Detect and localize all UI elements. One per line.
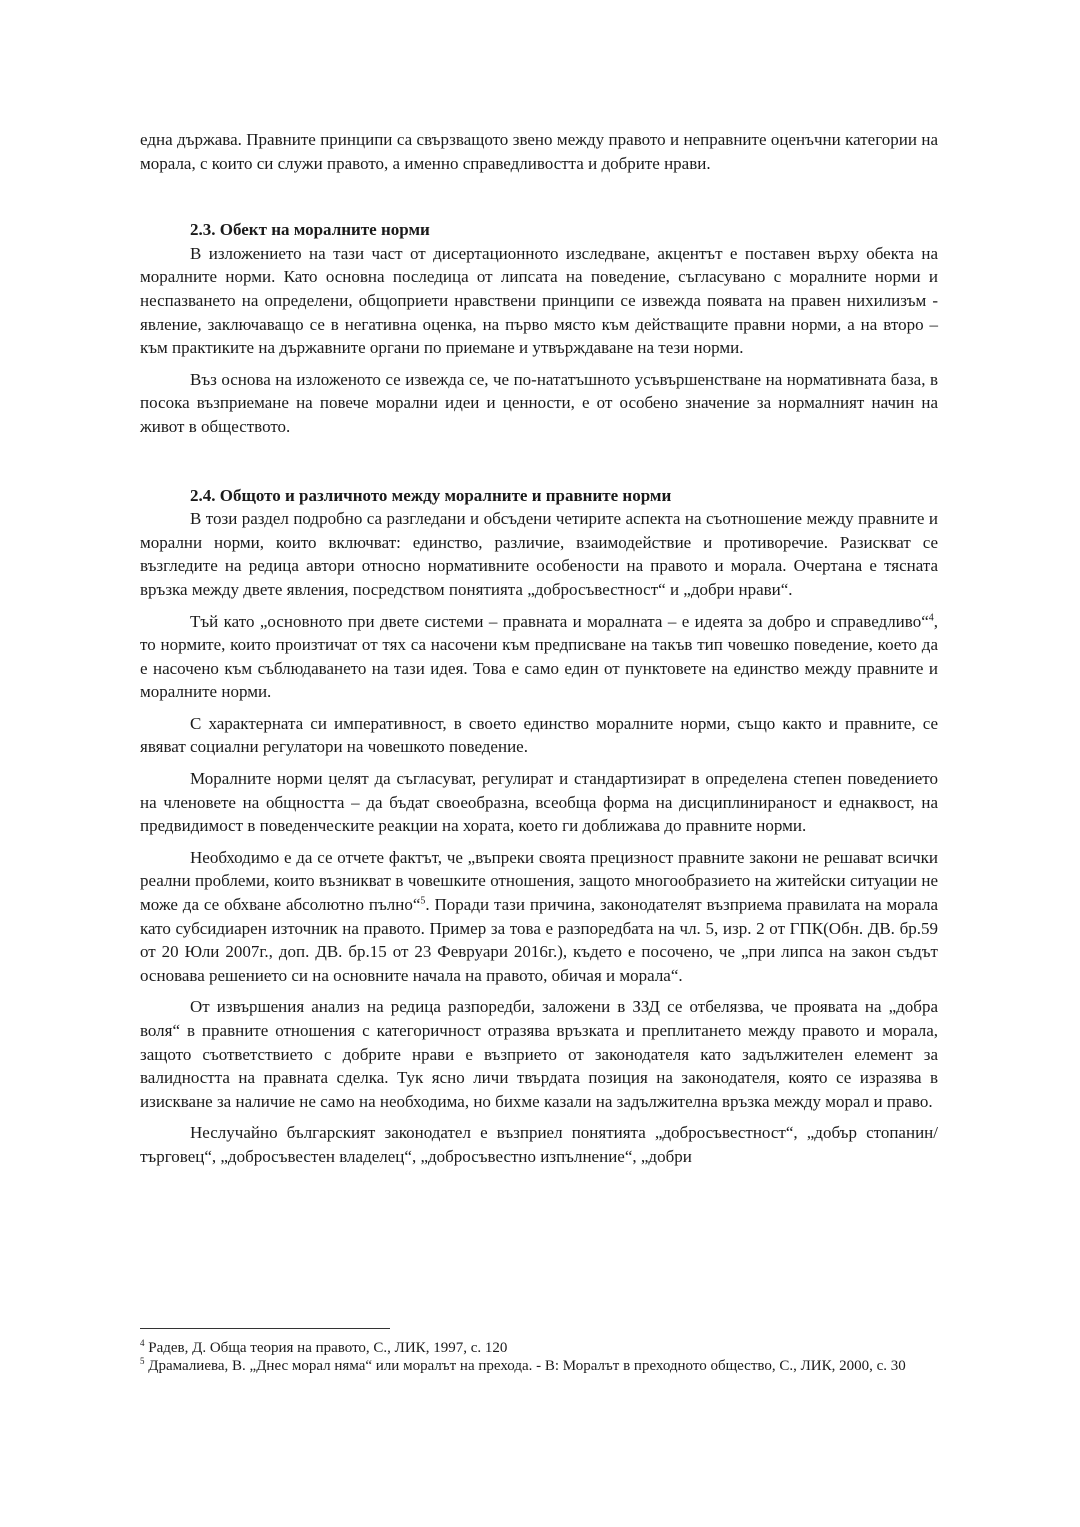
footnote-text: Радев, Д. Обща теория на правото, С., ЛИК, 1997, с. 120 xyxy=(148,1340,508,1356)
paragraph: В изложението на тази част от дисертационното изследване, акцентът е поставен върху обекта на моралните норми. Като основна последица от липсата на поведение, съгласувано с моралните норми и неспазването на определени, общоприети нравствени принципи се извежда появата на правен нихилизъм - явление, заключаващо се в негативна оценка, на първо място към действащите правни норми, а на второ – към практиките на държавните органи по приемане и утвърждаване на тези норми. xyxy=(140,243,938,358)
footnote-ref-4: 4 xyxy=(928,611,934,623)
paragraph xyxy=(140,846,938,988)
footnote-ref-5: 5 xyxy=(420,895,426,907)
footnote-divider xyxy=(140,1328,390,1329)
paragraph: Неслучайно българският законодател е възприел понятията „добросъвестност“, „добър стопанин/търговец“, „добросъвестен владелец“, „добросъвестно изпълнение“, „добри xyxy=(140,1123,938,1166)
section-heading-2-4: 2.4. Общото и различното между моралните и правните норми xyxy=(190,485,672,505)
paragraph: Въз основа на изложеното се извежда се, че по-нататъшното усъвършенстване на нормативната база, в посока възприемане на повече морални идеи и ценности, е от особено значение за нормалният начин на живот в обществото. xyxy=(140,369,938,436)
section-2-4 xyxy=(140,484,938,1169)
paragraph-text: Тъй като „основното при двете системи – правната и моралната – е идеята за добро и справедливо“ xyxy=(190,611,929,631)
page-body xyxy=(140,128,938,1169)
intro-paragraph: една държава. Правните принципи са свързващото звено между правото и неправните оценъчни категории на морала, с които си служи правото, а именно справедливостта и добрите нрави. xyxy=(140,130,938,173)
section-heading-2-3: 2.3. Обект на моралните норми xyxy=(190,220,430,240)
footnote-number: 5 xyxy=(140,1356,145,1366)
paragraph: В този раздел подробно са разгледани и обсъдени четирите аспекта на съотношение между правните и морални норми, които включват: единство, различие, взаимодействие и противоречие. Разискват се възгледите на редица автори относно нормативните особености на правото и морала. Очертана е тясната връзка между двете явления, посредством понятията „добросъвестност“ и „добри нрави“. xyxy=(140,509,938,599)
paragraph: С характерната си императивност, в своето единство моралните норми, също както и правните, се явяват социални регулатори на човешкото поведение. xyxy=(140,713,938,757)
footnote-number: 4 xyxy=(140,1338,145,1348)
footnote-5 xyxy=(140,1357,938,1375)
footnotes xyxy=(140,1328,938,1375)
footnote-text: Драмалиева, В. „Днес морал няма“ или моралът на прехода. - В: Моралът в преходното общество, С., ЛИК, 2000, с. 30 xyxy=(148,1358,906,1374)
section-2-3 xyxy=(140,218,938,438)
footnote-4 xyxy=(140,1339,938,1357)
paragraph-text: , то нормите, които произтичат от тях са насочени към предписване на такъв тип човешко поведение, което да е насочено към съблюдаването на тази идея. Това е само един от пунктовете на единство между правните и моралните норми. xyxy=(140,611,938,702)
paragraph xyxy=(140,610,938,704)
paragraph-text: . Поради тази причина, законодателят възприема правилата на морала като субсидиарен източник на правото. Пример за това е разпоредбата на чл. 5, изр. 2 от ГПК(Обн. ДВ. бр.59 от 20 Юли 2007г., доп. ДВ. бр.15 от 23 Февруари 2016г.), където е посочено, че „при липса на закон съдът основава решението си на основните начала на правото, обичая и морала“. xyxy=(140,895,938,985)
paragraph: Моралните норми целят да съгласуват, регулират и стандартизират в определена степен поведението на членовете на общността – да бъдат своеобразна, всеобща форма на дисциплинираност и еднаквост, на предвидимост в поведенческите реакции на хората, което ги доближава до правните норми. xyxy=(140,769,938,836)
paragraph: От извършения анализ на редица разпоредби, заложени в ЗЗД се отбелязва, че проявата на „добра воля“ в правните отношения с категоричност отразява връзката и преплитането между правото и морала, защото съответствието с добрите нрави е възприето от законодателя като задължителен елемент за валидността на правната сделка. Тук ясно личи твърдата позиция на законодателя, която се изразява в изискване за наличие не само на необходима, но бихме казали на задължителна връзка между морал и право. xyxy=(140,997,938,1111)
paragraph-text: Необходимо е да се отчете фактът, че „въпреки своята прецизност правните закони не решават всички реални проблеми, които възникват в човешките отношения, защото многообразието на житейски ситуации не може да се обхване абсолютно пълно“ xyxy=(140,847,938,915)
